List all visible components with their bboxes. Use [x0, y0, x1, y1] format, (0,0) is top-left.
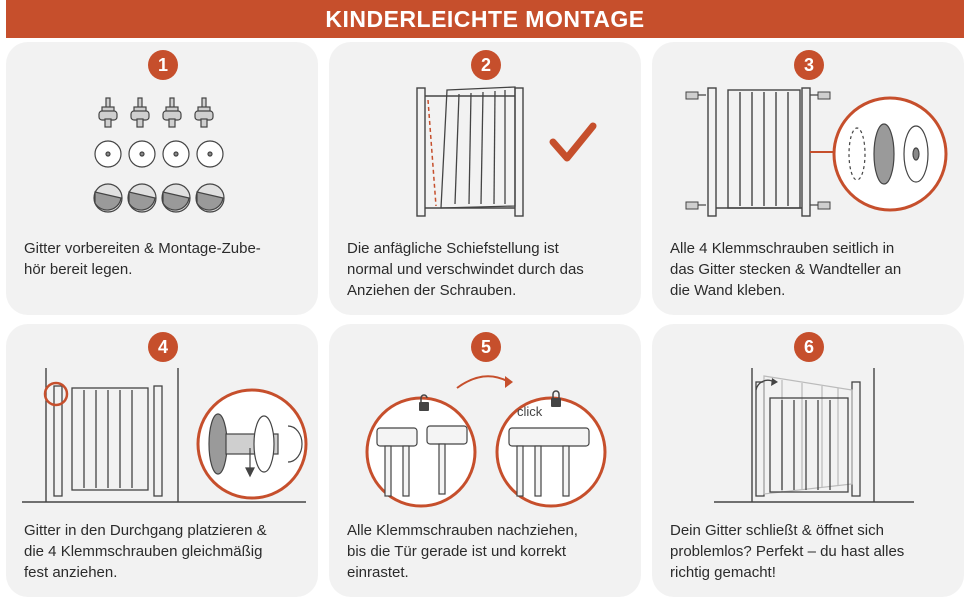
step-description: Gitter vorbereiten & Montage-Zube- hör bereit legen. — [24, 240, 261, 278]
step-description: Alle Klemmschrauben nachziehen, bis die Tür gerade ist und korrekt einrastet. — [347, 522, 578, 581]
detail-zoom-circle-open — [367, 398, 475, 506]
click-label: click — [517, 404, 543, 419]
step-number-badge: 2 — [471, 50, 501, 80]
screws-insertion-illustration — [652, 86, 964, 236]
gate-door-icon — [441, 87, 515, 208]
gate-swing-illustration — [652, 368, 964, 518]
gate-frame-icon — [756, 382, 860, 496]
step-description: Gitter in den Durchgang platzieren & die 4 Klemmschrauben gleichmäßig fest anziehen. — [24, 522, 267, 581]
arrow-icon — [457, 376, 509, 388]
steps-grid — [6, 42, 964, 598]
step-number-badge: 6 — [794, 332, 824, 362]
step-card-3 — [652, 42, 964, 315]
step-description: Die anfägliche Schiefstellung ist normal und verschwindet durch das Anziehen der Schrauben. — [347, 240, 584, 299]
page-title: KINDERLEICHTE MONTAGE — [325, 5, 645, 32]
step-number-badge: 3 — [794, 50, 824, 80]
step-description: Dein Gitter schließt & öffnet sich problemlos? Perfekt – du hast alles richtig gemacht! — [670, 522, 905, 581]
tilt-marker — [428, 100, 436, 206]
latch-engage-illustration — [329, 368, 641, 518]
doorway-walls — [714, 368, 914, 502]
wall-disc-icons — [95, 141, 223, 167]
step-description: Alle 4 Klemmschrauben seitlich in das Gitter stecken & Wandteller an die Wand kleben. — [670, 240, 902, 299]
gate-tilt-illustration — [329, 86, 641, 236]
step-card-5 — [329, 324, 641, 597]
step-number-badge: 5 — [471, 332, 501, 362]
step-number-badge: 4 — [148, 332, 178, 362]
step-card-6 — [652, 324, 964, 597]
step-card-1 — [6, 42, 318, 315]
detail-zoom-circle-closed — [497, 398, 605, 506]
accessories-illustration — [6, 86, 318, 236]
screw-icons — [99, 98, 213, 127]
checkmark-icon — [553, 126, 593, 158]
lock-closed-icon — [551, 391, 561, 407]
step-card-4 — [6, 324, 318, 597]
gate-frame-icon — [54, 386, 162, 496]
gate-door-icon — [770, 398, 848, 492]
gate-placement-illustration — [6, 368, 318, 518]
title-banner — [6, 0, 964, 38]
gate-door-open-ghost — [764, 376, 852, 494]
adhesive-pad-icons — [94, 184, 224, 212]
step-number-badge: 1 — [148, 50, 178, 80]
step-card-2 — [329, 42, 641, 315]
gate-frame-icon — [708, 88, 810, 216]
